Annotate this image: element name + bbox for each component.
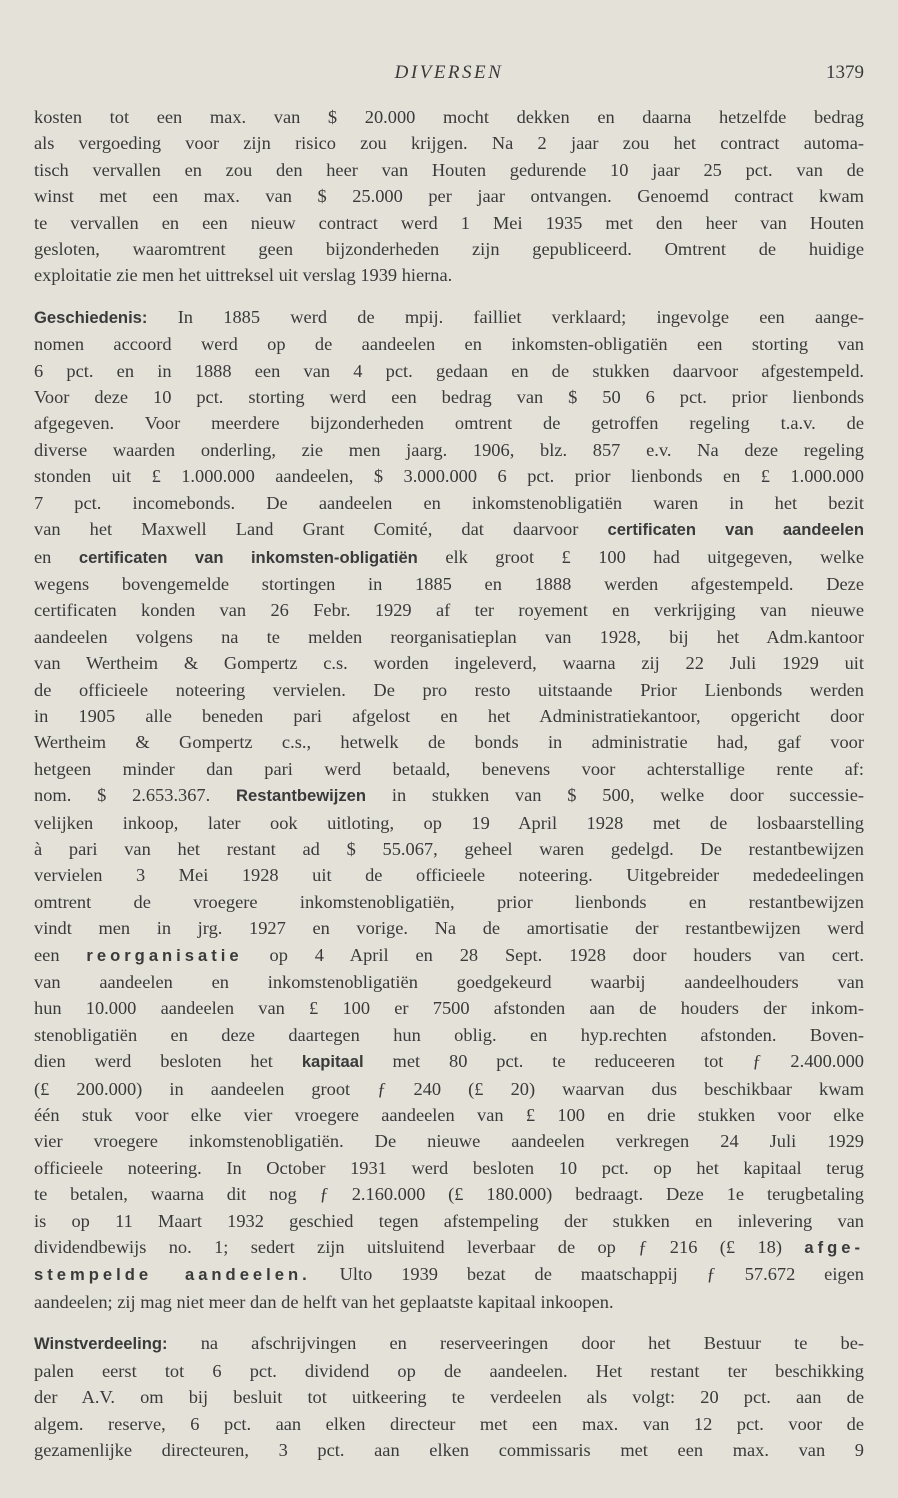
- text-line: [34, 304, 864, 331]
- text-line: winst met een max. van $ 25.000 per jaar ontvangen. Genoemd contract kwam: [34, 186, 864, 207]
- text-line: te betalen, waarna dit nog ƒ 2.160.000 (£ 180.000) bedraagt. Deze 1e terugbetaling: [34, 1184, 864, 1205]
- text-line: hun 10.000 aandeelen van £ 100 er 7500 afstonden aan de houders der inkom-: [34, 998, 864, 1019]
- text-fragment: en: [34, 546, 52, 567]
- running-title: DIVERSEN: [394, 62, 504, 83]
- text-line: van aandeelen en inkomstenobligatiën goedgekeurd waarbij aandeelhouders van: [34, 972, 864, 992]
- text-line: algem. reserve, 6 pct. aan elken directeur met een max. van 12 pct. voor de: [34, 1413, 864, 1434]
- text-line: certificaten konden van 26 Febr. 1929 af ter royement en verkrijging van nieuwe: [34, 600, 864, 621]
- text-fragment: van het Maxwell Land Grant Comité, dat daarvoor: [34, 519, 579, 540]
- text-line: in 1905 alle beneden pari afgelost en het Administratiekantoor, opgericht door: [34, 705, 864, 726]
- text-line: Voor deze 10 pct. storting werd een bedrag van $ 50 6 pct. prior lienbonds: [34, 387, 864, 408]
- geschiedenis-paragraph: [34, 304, 864, 1315]
- text-line: palen eerst tot 6 pct. dividend op de aandeelen. Het restant ter beschikking: [34, 1360, 864, 1381]
- text-line: van Wertheim & Gompertz c.s. worden ingeleverd, waarna zij 22 Juli 1929 uit: [34, 653, 864, 674]
- text-fragment: na afschrijvingen en reserveeringen door het Bestuur te be-: [200, 1333, 864, 1354]
- text-line: omtrent de vroegere inkomstenobligatiën, prior lienbonds en restantbewijzen: [34, 891, 864, 912]
- text-line: à pari van het restant ad $ 55.067, geheel waren gedelgd. De restantbewijzen: [34, 838, 864, 859]
- text-line: vervielen 3 Mei 1928 uit de officieele noteering. Uitgebreider mededeelingen: [34, 865, 864, 886]
- text-line: [34, 1048, 864, 1075]
- text-line: [34, 942, 864, 969]
- text-fragment: in stukken van $ 500, welke door successie-: [391, 785, 864, 806]
- text-line: gesloten, waaromtrent geen bijzonderheden zijn gepubliceerd. Omtrent de huidige: [34, 239, 864, 260]
- term-certificaten-inkomsten-obligatien: certificaten van inkomsten-obligatiën: [78, 547, 418, 567]
- text-line: als vergoeding voor zijn risico zou krijgen. Na 2 jaar zou het contract automa-: [34, 133, 864, 154]
- text-line: [34, 1234, 864, 1261]
- text-line: tisch vervallen en zou den heer van Houten gedurende 10 jaar 25 pct. van de: [34, 159, 864, 180]
- text-line: afgegeven. Voor meerdere bijzonderheden omtrent de getroffen regeling t.a.v. de: [34, 413, 864, 434]
- text-line: [34, 516, 864, 543]
- text-line: diverse waarden onderling, zie men jaarg. 1906, blz. 857 e.v. Na deze regeling: [34, 439, 864, 460]
- text-line: kosten tot een max. van $ 20.000 mocht dekken en daarna hetzelfde bedrag: [34, 107, 864, 127]
- text-fragment: Ulto 1939 bezat de maatschappij ƒ 57.672 eigen: [339, 1264, 864, 1285]
- text-fragment: dien werd besloten het: [34, 1051, 273, 1072]
- text-line: is op 11 Maart 1932 geschied tegen afstempeling der stukken en inlevering van: [34, 1210, 864, 1231]
- text-line: wegens bovengemelde stortingen in 1885 en 1888 werden afgestempeld. Deze: [34, 573, 864, 594]
- text-line: stonden uit £ 1.000.000 aandeelen, $ 3.000.000 6 pct. prior lienbonds en £ 1.000.000: [34, 466, 864, 487]
- text-line: (£ 200.000) in aandeelen groot ƒ 240 (£ 20) waarvan dus beschikbaar kwam: [34, 1078, 864, 1099]
- page-header: [34, 62, 864, 88]
- text-line: Wertheim & Gompertz c.s., hetwelk de bonds in administratie had, gaf voor: [34, 732, 864, 753]
- geschiedenis-heading: Geschiedenis:: [34, 307, 148, 327]
- intro-paragraph: [34, 104, 864, 289]
- text-fragment: met 80 pct. te reduceeren tot ƒ 2.400.000: [392, 1051, 864, 1072]
- text-line: gezamenlijke directeuren, 3 pct. aan elken commissaris met een max. van 9: [34, 1439, 864, 1460]
- text-line: [34, 544, 864, 571]
- text-line: 6 pct. en in 1888 een van 4 pct. gedaan en de stukken daarvoor afgestempeld.: [34, 360, 864, 381]
- text-fragment: elk groot £ 100 had uitgegeven, welke: [445, 546, 864, 567]
- text-line: [34, 1261, 864, 1288]
- page-body: [34, 104, 864, 1463]
- term-afgestempelde-part2: stempelde aandeelen.: [34, 1265, 311, 1285]
- text-line: [34, 1330, 864, 1357]
- text-line: der A.V. om bij besluit tot uitkeering te verdeelen als volgt: 20 pct. aan de: [34, 1387, 864, 1408]
- text-fragment: een: [34, 944, 60, 965]
- winstverdeeling-paragraph: [34, 1330, 864, 1463]
- text-fragment: nom. $ 2.653.367.: [34, 785, 211, 806]
- term-kapitaal: kapitaal: [301, 1052, 364, 1072]
- text-line: stenobligatiën en deze daartegen hun oblig. en hyp.rechten afstonden. Boven-: [34, 1024, 864, 1045]
- term-afgestempelde-part1: afge-: [804, 1238, 864, 1258]
- text-line: nomen accoord werd op de aandeelen en inkomsten-obligatiën een storting van: [34, 334, 864, 355]
- text-line: vier vroegere inkomstenobligatiën. De nieuwe aandeelen verkregen 24 Juli 1929: [34, 1131, 864, 1152]
- text-line: één stuk voor elke vier vroegere aandeelen van £ 100 en drie stukken voor elke: [34, 1105, 864, 1126]
- text-line: exploitatie zie men het uittreksel uit verslag 1939 hierna.: [34, 265, 453, 286]
- text-line: 7 pct. incomebonds. De aandeelen en inkomstenobligatiën waren in het bezit: [34, 492, 864, 513]
- text-fragment: In 1885 werd de mpij. failliet verklaard; ingevolge een aange-: [177, 306, 864, 327]
- winstverdeeling-heading: Winstverdeeling:: [34, 1334, 168, 1354]
- term-reorganisatie: reorganisatie: [86, 945, 243, 965]
- page-number: 1379: [826, 62, 864, 83]
- text-line: te vervallen en een nieuw contract werd 1 Mei 1935 met den heer van Houten: [34, 212, 864, 233]
- term-restantbewijzen: Restantbewijzen: [236, 786, 367, 806]
- text-line: aandeelen; zij mag niet meer dan de helft van het geplaatste kapitaal inkoopen.: [34, 1291, 614, 1312]
- text-line: velijken inkoop, later ook uitloting, op 19 April 1928 met de losbaarstelling: [34, 812, 864, 833]
- text-line: vindt men in jrg. 1927 en vorige. Na de amortisatie der restantbewijzen werd: [34, 918, 864, 939]
- text-line: officieele noteering. In October 1931 werd besloten 10 pct. op het kapitaal terug: [34, 1157, 864, 1178]
- text-line: hetgeen minder dan pari werd betaald, benevens voor achterstallige rente af:: [34, 758, 864, 779]
- text-line: [34, 782, 864, 809]
- term-certificaten-aandeelen: certificaten van aandeelen: [607, 520, 864, 540]
- text-line: de officieele noteering vervielen. De pro resto uitstaande Prior Lienbonds werden: [34, 679, 864, 700]
- text-fragment: op 4 April en 28 Sept. 1928 door houders van cert.: [269, 944, 864, 965]
- text-fragment: dividendbewijs no. 1; sedert zijn uitsluitend leverbaar de op ƒ 216 (£ 18): [34, 1237, 782, 1258]
- text-line: aandeelen volgens na te melden reorganisatieplan van 1928, bij het Adm.kantoor: [34, 626, 864, 647]
